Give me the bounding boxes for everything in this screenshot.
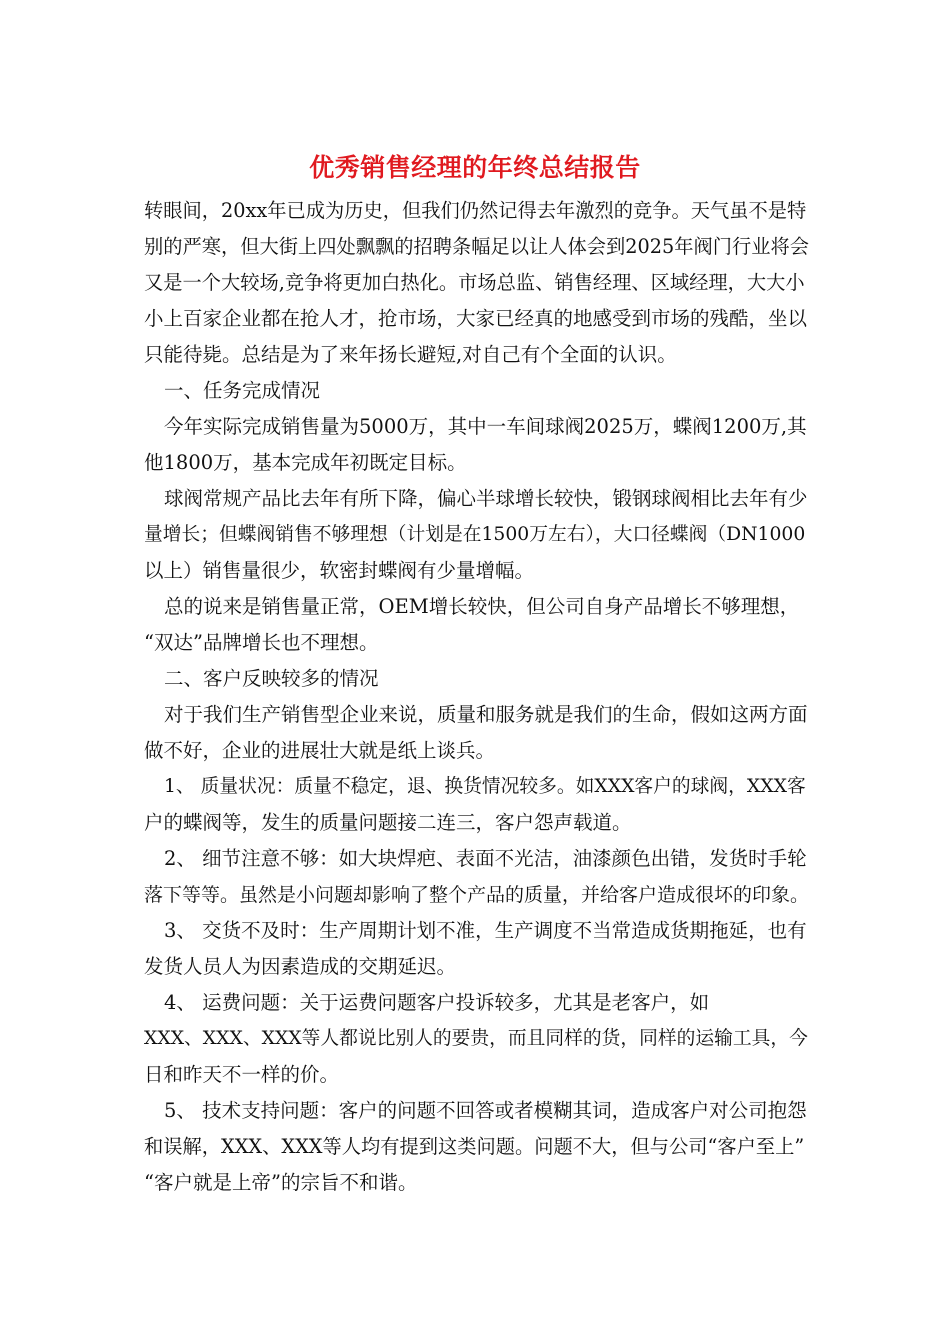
- text-line: 一、任务完成情况: [164, 379, 321, 402]
- text-line: 总的说来是销售量正常，OEM增长较快，但公司自身产品增长不够理想，: [164, 595, 800, 618]
- text-line: 他1800万，基本完成年初既定目标。: [144, 451, 467, 474]
- text-line: 只能待毙。总结是为了来年扬长避短,对自己有个全面的认识。: [144, 343, 677, 366]
- text-line: 又是一个大较场,竞争将更加白热化。市场总监、销售经理、区域经理，大大小: [144, 271, 805, 294]
- document-body: [144, 193, 812, 1201]
- text-line: 4、 运费问题：关于运费问题客户投诉较多，尤其是老客户，如: [164, 991, 710, 1014]
- text-line: 以上）销售量很少，软密封蝶阀有少量增幅。: [144, 559, 535, 582]
- text-line: 二、客户反映较多的情况: [164, 667, 379, 690]
- text-line: 小上百家企业都在抢人才，抢市场，大家已经真的地感受到市场的残酷，坐以: [144, 307, 808, 330]
- text-line: “客户就是上帝”的宗旨不和谐。: [144, 1171, 418, 1194]
- text-line: XXX、XXX、XXX等人都说比别人的要贵，而且同样的货，同样的运输工具，今: [144, 1028, 808, 1049]
- text-line: 发货人员人为因素造成的交期延迟。: [144, 955, 457, 978]
- text-line: 3、 交货不及时：生产周期计划不准，生产调度不当常造成货期拖延，也有: [164, 919, 807, 942]
- document-title: 优秀销售经理的年终总结报告: [309, 153, 641, 182]
- text-line: 转眼间，20xx年已成为历史，但我们仍然记得去年激烈的竞争。天气虽不是特: [144, 199, 807, 222]
- text-line: 日和昨天不一样的价。: [144, 1063, 340, 1086]
- text-line: 量增长；但蝶阀销售不够理想（计划是在1500万左右），大口径蝶阀（DN1000: [144, 524, 806, 545]
- text-line: 户的蝶阀等，发生的质量问题接二连三，客户怨声载道。: [144, 811, 632, 834]
- text-line: 今年实际完成销售量为5000万，其中一车间球阀2025万，蝶阀1200万,其: [164, 415, 807, 438]
- text-line: 对于我们生产销售型企业来说，质量和服务就是我们的生命，假如这两方面: [164, 703, 808, 726]
- text-line: “双达”品牌增长也不理想。: [144, 631, 379, 654]
- text-line: 和误解，XXX、XXX等人均有提到这类问题。问题不大，但与公司“客户至上”: [144, 1135, 805, 1158]
- text-line: 做不好，企业的进展壮大就是纸上谈兵。: [144, 739, 496, 762]
- text-line: 球阀常规产品比去年有所下降，偏心半球增长较快，锻钢球阀相比去年有少: [164, 487, 808, 510]
- text-line: 落下等等。虽然是小问题却影响了整个产品的质量，并给客户造成很坏的印象。: [144, 884, 810, 906]
- text-line: 别的严寒，但大街上四处飘飘的招聘条幅足以让人体会到2025年阀门行业将会: [144, 235, 809, 258]
- text-line: 2、 细节注意不够：如大块焊疤、表面不光洁，油漆颜色出错，发货时手轮: [164, 847, 807, 870]
- text-line: 5、 技术支持问题：客户的问题不回答或者模糊其词，造成客户对公司抱怨: [164, 1099, 807, 1122]
- text-line: 1、 质量状况：质量不稳定，退、换货情况较多。如XXX客户的球阀，XXX客: [164, 776, 806, 797]
